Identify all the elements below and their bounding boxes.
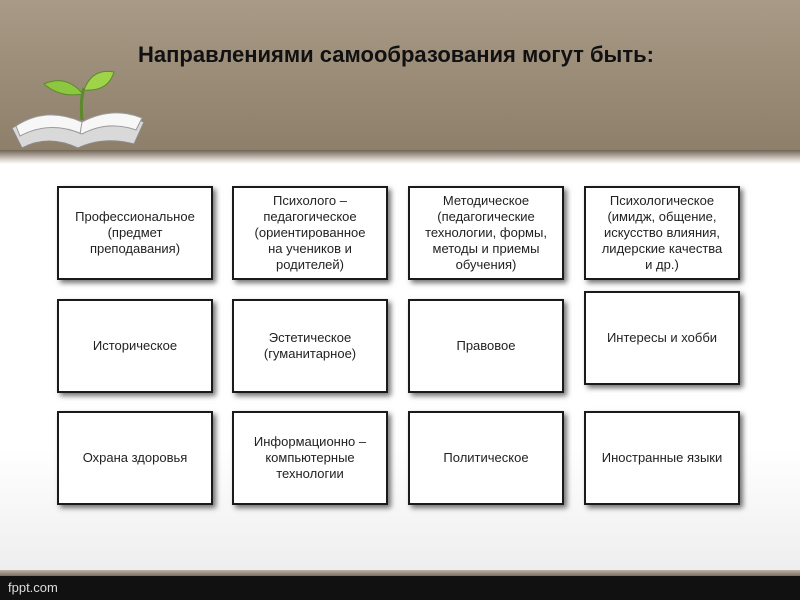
direction-information-technology: Информационно – компьютерные технологии — [232, 411, 388, 505]
direction-foreign-languages: Иностранные языки — [584, 411, 740, 505]
book-sprout-icon — [4, 60, 154, 160]
direction-political: Политическое — [408, 411, 564, 505]
direction-professional: Профессиональное (предмет преподавания) — [57, 186, 213, 280]
footer-bar — [0, 576, 800, 600]
direction-health: Охрана здоровья — [57, 411, 213, 505]
direction-legal: Правовое — [408, 299, 564, 393]
footer-brand: fppt.com — [8, 580, 58, 595]
direction-historical: Историческое — [57, 299, 213, 393]
slide-title: Направлениями самообразования могут быть: — [138, 42, 654, 67]
direction-methodical: Методическое (педагогические технологии, формы, методы и приемы обучения) — [408, 186, 564, 280]
direction-psychological: Психологическое (имидж, общение, искусство влияния, лидерские качества и др.) — [584, 186, 740, 280]
direction-aesthetic: Эстетическое (гуманитарное) — [232, 299, 388, 393]
direction-interests-hobbies: Интересы и хобби — [584, 291, 740, 385]
direction-psycho-pedagogical: Психолого – педагогическое (ориентированное на учеников и родителей) — [232, 186, 388, 280]
